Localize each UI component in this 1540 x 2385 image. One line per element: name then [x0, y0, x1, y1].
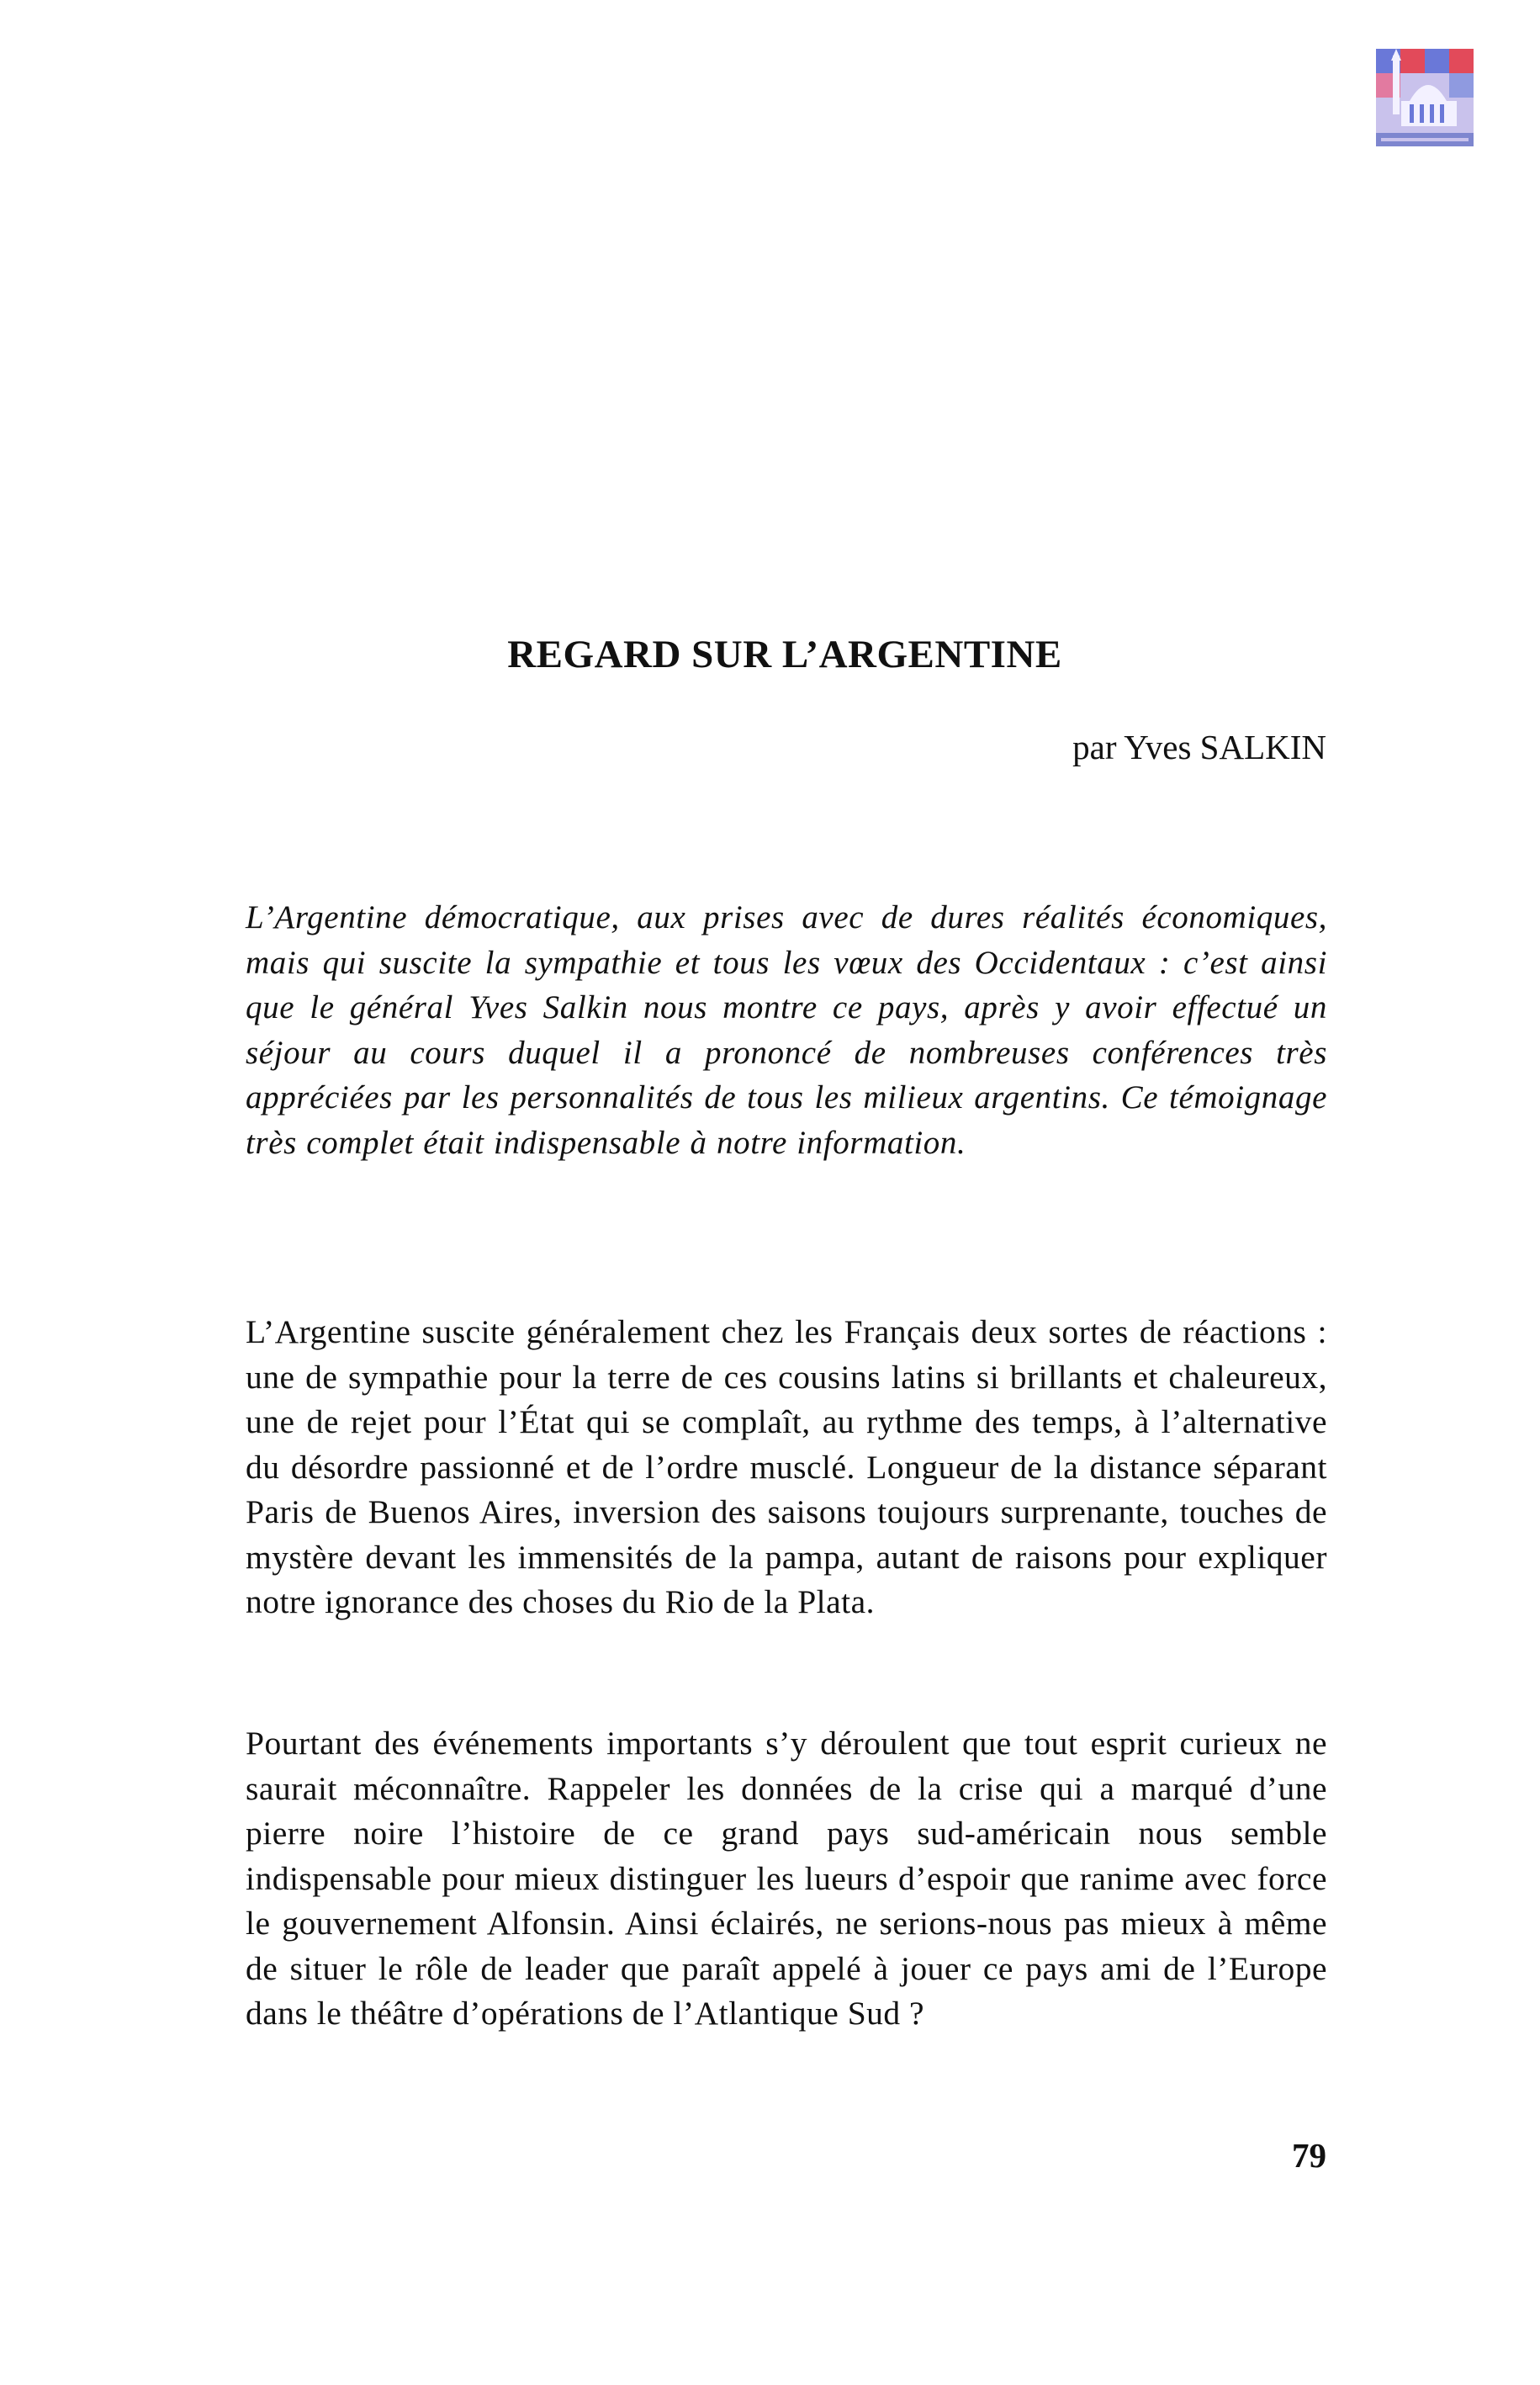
body-paragraph: L’Argentine suscite généralement chez les Français deux sortes de réactions : une de sympathie pour la terre de ces cousins latins si brillants et chaleureux, une de rejet pour l’État qui se complaît, au rythme des temps, à l’alternative du désordre passionné et de l’ordre musclé. Longueur de la distance séparant Paris de Buenos Aires, inversion des saisons toujours surprenante, touches de mystère devant les immensités de la pampa, autant de raisons pour expliquer notre ignorance des choses du Rio de la Plata.: [246, 1313, 1327, 1620]
body-paragraph: Pourtant des événements importants s’y déroulent que tout esprit curieux ne saurait méconnaître. Rappeler les données de la crise qui a marqué d’une pierre noire l’histoire de ce grand pays sud-américain nous semble indispensable pour mieux distinguer les lueurs d’espoir que ranime avec force le gouvernement Alfonsin. Ainsi éclairés, ne serions-nous pas mieux à même de situer le rôle de leader que paraît appelé à jouer ce pays ami de l’Europe dans le théâtre d’opérations de l’Atlantique Sud ?: [246, 1725, 1327, 2032]
archive-logo-icon: [1376, 49, 1474, 146]
article-title: REGARD SUR L’ARGENTINE: [507, 633, 1062, 676]
archive-building-logo-icon: [1376, 49, 1474, 146]
author-byline: par Yves SALKIN: [1072, 728, 1326, 766]
article-abstract: L’Argentine démocratique, aux prises avec de dures réalités économiques, mais qui suscite la sympathie et tous les vœux des Occidentaux : c’est ainsi que le général Yves Salkin nous montre ce pays, après y avoir effectué un séjour au cours duquel il a prononcé de nombreuses conférences très appréciées par les personnalités de tous les milieux argentins. Ce témoignage très complet était indispensable à notre information.: [246, 899, 1327, 1161]
page-number: 79: [1292, 2136, 1326, 2175]
